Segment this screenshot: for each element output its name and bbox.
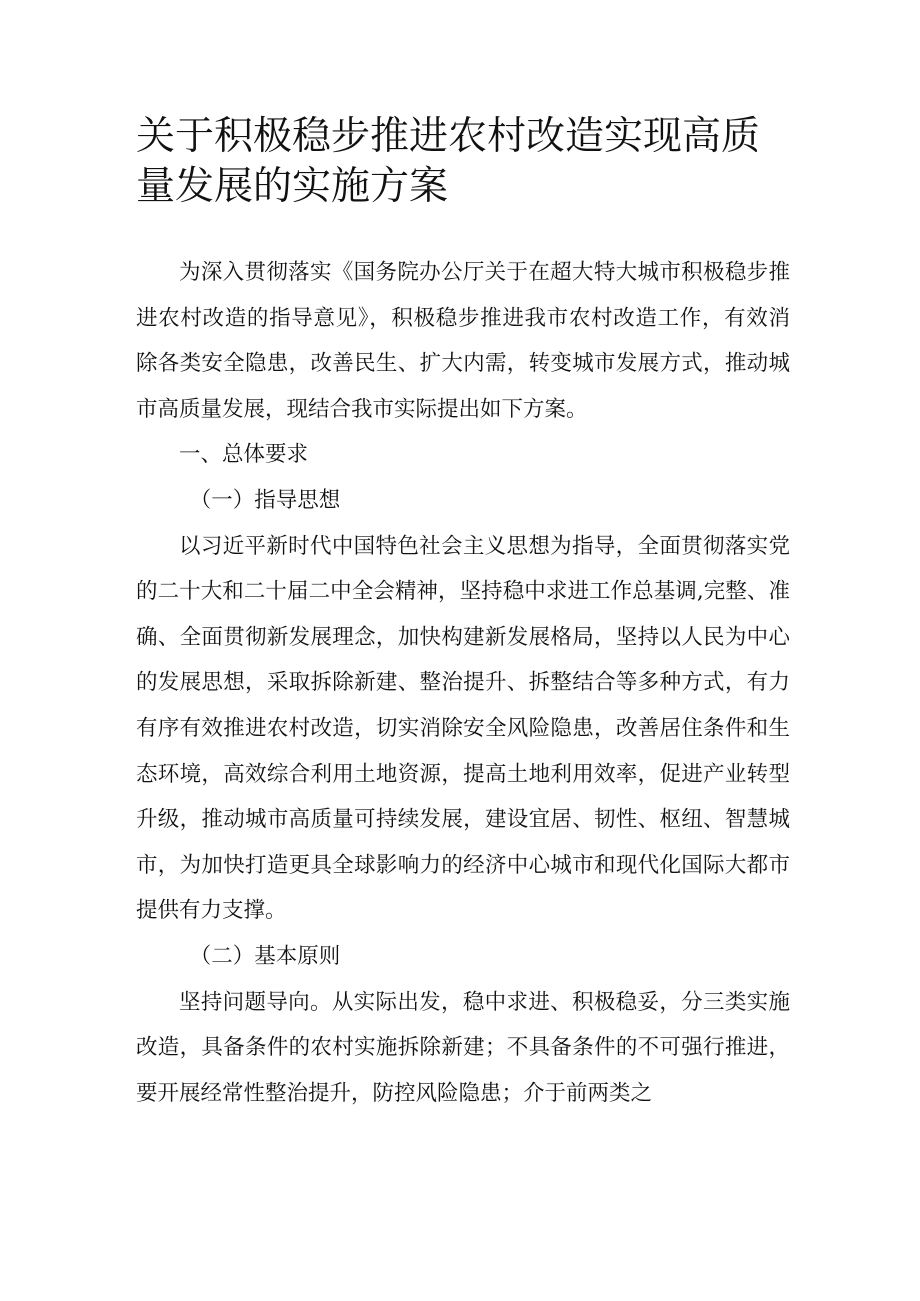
subsection-heading-basic-principles: （二）基本原则 bbox=[189, 943, 341, 969]
document-title: 关于积极稳步推进农村改造实现高质量发展的实施方案 bbox=[136, 114, 761, 209]
document-body bbox=[136, 250, 790, 1116]
guiding-ideology-paragraph: 以习近平新时代中国特色社会主义思想为指导，全面贯彻落实党的二十大和二十届二中全会精神，坚持稳中求进工作总基调,完整、准确、全面贯彻新发展理念，加快构建新发展格局，坚持以人民为中心的发展思想，采取拆除新建、整治提升、拆整结合等多种方式，有力有序有效推进农村改造，切实消除安全风险隐患，改善居住条件和生态环境，高效综合利用土地资源，提高土地利用效率，促进产业转型升级，推动城市高质量可持续发展，建设宜居、韧性、枢纽、智慧城市，为加快打造更具全球影响力的经济中心城市和现代化国际大都市提供有力支撑。 bbox=[136, 533, 790, 924]
basic-principles-paragraph: 坚持问题导向。从实际出发，稳中求进、积极稳妥，分三类实施改造，具备条件的农村实施拆除新建；不具备条件的不可强行推进，要开展经常性整治提升，防控风险隐患；介于前两类之 bbox=[136, 989, 790, 1106]
section-heading-general-requirements: 一、总体要求 bbox=[179, 442, 309, 468]
intro-paragraph: 为深入贯彻落实《国务院办公厅关于在超大特大城市积极稳步推进农村改造的指导意见》，积极稳步推进我市农村改造工作，有效消除各类安全隐患，改善民生、扩大内需，转变城市发展方式，推动城市高质量发展，现结合我市实际提出如下方案。 bbox=[136, 260, 790, 422]
subsection-heading-guiding-ideology: （一）指导思想 bbox=[189, 487, 341, 513]
